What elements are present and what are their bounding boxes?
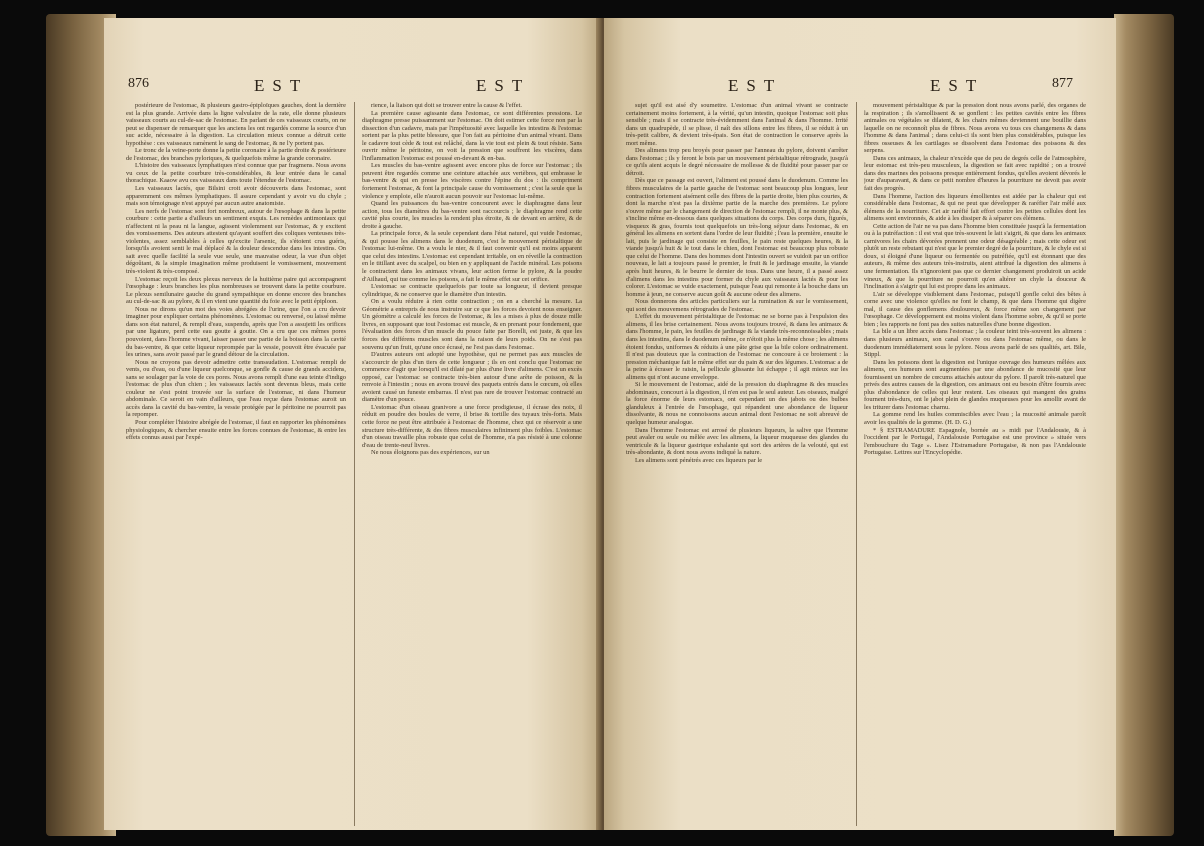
paragraph: rience, la liaison qui doit se trouver entre la cause & l'effet. bbox=[371, 102, 522, 109]
paragraph: Les vaisseaux lactés, que Bilsini croit avoir découverts dans l'estomac, sont apparemment ces mêmes lymphatiques. Il assure cependant y avoir vu du chyle ; mais son témoignage n'est appuyé par aucun autre anatomiste. bbox=[126, 185, 346, 208]
text-column-right bbox=[864, 102, 1086, 830]
paragraph: Ne nous éloignons pas des expériences, sur un bbox=[371, 449, 490, 457]
paragraph: Les alimens sont pénétrés avec ces liqueurs par le bbox=[635, 456, 763, 464]
paragraph: Nous ne dirons qu'un mot des voies abrégées de l'urine, que l'on a cru devoir imaginer pour expliquer certains phénomènes. L'estomac ou renversé, ou laissé même dans son état naturel, & rempli d'eau, suspendu, après que l'on a assujetti les orifices par une ligature, perd cette eau goutte à goutte. On a cru que ces mêmes pores pouvoient, dans l'homme vivant, laisser passer une partie de la boisson dans la cavité du bas-ventre, & que cette liqueur reprompée par la vessie, pouvoit être évacuée par les urines, sans avoir passé par le grand détour de la circulation. bbox=[126, 305, 346, 359]
paragraph: L'estomac d'un oiseau granivore a une force prodigieuse, il écrase des noix, il réduit en poudre des boules de verre, il brise & tortille des tuyaux très-forts. Mais cette force ne peut être attribuée à l'estomac de l'homme, chez qui ce réservoir a une structure très-différente, & des fibres musculaires infiniment plus foibles. L'estomac d'un oiseau travaille plus robuste que celui de l'homme, n'a pas résisté à une colonne d'eau de trente-neuf livres. bbox=[362, 403, 582, 449]
page-number: 877 bbox=[1052, 76, 1073, 91]
left-page bbox=[104, 18, 602, 830]
paragraph: On a voulu réduire à rien cette contraction ; on en a cherché la mesure. La Géométrie a entrepris de nous instruire sur ce que les forces devoient nous enseigner. Un géomètre a calculé les forces de l'estomac, & les a mises à plus de douze mille livres, en supposant que tout l'estomac est muscle, & en prenant pour fondement, que l'évaluation des forces d'un muscle du pouce faite par Borelli, est juste, & que les forces des différens muscles sont dans la raison de leurs poids. On ne s'est pas souvenu qu'un fruit, qu'une once écrasé, ne l'est pas dans l'estomac. bbox=[362, 298, 582, 351]
paragraph: Nous donnerons des articles particuliers sur la rumination & sur le vomissement, qui sont des mouvemens rétrogrades de l'estomac. bbox=[626, 298, 848, 313]
column-rule bbox=[856, 102, 857, 826]
paragraph: Dans l'homme l'estomac est arrosé de plusieurs liqueurs, la salive que l'homme peut avaler ou seule ou mêlée avec les alimens, la liqueur muqueuse des glandes du ventricule & la liqueur gastrique exhalante qui sort des artères de la velouté, qui est très-abondante, & dont nous avons indiqué la nature. bbox=[626, 426, 848, 457]
right-page bbox=[604, 18, 1116, 830]
paragraph: Quand les puissances du bas-ventre concourent avec le diaphragme dans leur action, tous les diamètres du bas-ventre sont raccourcis ; le diaphragme rend cette cavité plus courte, les muscles la rendent plus étroite, & de devant en arrière, & de droite à gauche. bbox=[362, 200, 582, 230]
paragraph: La première cause agissante dans l'estomac, ce sont différentes pressions. Le diaphragme presse puissamment sur l'estomac. On doit estimer cette force non par la dissection d'un cadavre, mais par l'impétuosité avec laquelle les intestins & l'estomac sortent par la plus petite blessure, que l'on fait au péritoine d'un animal vivant. Dans le cadavre tout cède & tout est relâché, dans la vie tout est plein & tout résiste. Sans ouvrir même le péritoine, on voit la pression que souffrent les viscères, dans l'inflammation l'estomac est poussé en-devant & en-bas. bbox=[362, 109, 582, 162]
paragraph: La gomme rend les huiles commiscibles avec l'eau ; la mucosité animale paroît avoir les qualités de la gomme. (H. D. G.) bbox=[864, 411, 1086, 426]
paragraph: L'estomac se contracte quelquefois par toute sa longueur, il devient presque cylindrique, & ne conserve que le diamètre d'un intestin. bbox=[362, 283, 582, 298]
running-head: EST bbox=[728, 76, 783, 95]
paragraph: La principale force, & la seule cependant dans l'état naturel, qui vuide l'estomac, & qui pousse les alimens dans le duodenum, c'est le mouvement péristaltique de l'estomac lui-même. On a voulu le nier, & il faut convenir qu'il est moins apparent que celui des intestins. L'estomac est cependant irritable, on en réveille la contraction en le titillant avec du scalpel, ou bien en y appliquant de l'acide minéral. Les poisons le contractent dans les animaux vivans, leur action ferme le pylore, & la poudre d'Ailhaud, qui tue comme les poisons, a fait le même effet sur cet orifice. bbox=[362, 230, 582, 283]
paragraph: mouvement péristaltique & par la pression dont nous avons parlé, des organes de la respiration ; ils s'amollissent & se gonflent : les petites cavités entre les fibres animales ou végétales se dilatent, & les chairs mêmes deviennent une bouillie dans laquelle on ne reconnoît plus de fibres. Nous avons vu tous ces changemens & dans l'homme & dans l'animal ; dans celui-ci ils sont bien plus considérables, puisque les fibres osseuses & les cartilages se dissolvent dans l'estomac des poissons & des serpens. bbox=[864, 102, 1086, 155]
paragraph: Dans les poissons dont la digestion est l'unique ouvrage des humeurs mêlées aux alimens, ces humeurs sont augmentées par une abondance de mucosité que leur fournissent un nombre de cœcums attachés autour du pylore. Il paroît très-naturel que privés des autres causes de la digestion, ces animaux ont eu besoin d'être fournis avec plus d'abondance de celles qui leur restent. Les oiseaux qui mangent des grains fournent très-durs, ont le jabot plein de glandes muqueuses pour les amollir avant de les triturer dans l'estomac charnu. bbox=[864, 358, 1086, 411]
text-column-right bbox=[362, 102, 582, 830]
paragraph: L'effet du mouvement péristaltique de l'estomac ne se borne pas à l'expulsion des alimens, il les brise certainement. Nous avons toujours trouvé, & dans les animaux & dans l'homme, le pain, les feuilles de jardinage & la viande très-reconnoissables ; mais dans les intestins, dans le duodenum même, ce n'étoit plus la même chose ; les alimens étoient fondus, uniformes & réduits à une pâte grise que la bile colore ordinairement. Il n'est pas douteux que la contraction de l'estomac ne concoure à ce broiement : la pression méchanique fait le même effet sur du pain & sur des légumes. L'estomac a de la peine à écraser le raisin, la pellicule glissante lui échappe ; il agit mieux sur les alimens qui n'ont aucune enveloppe. bbox=[626, 313, 848, 381]
column-rule bbox=[354, 102, 355, 826]
running-head: EST bbox=[254, 76, 309, 95]
paragraph: Nous ne croyons pas devoir admettre cette transsudation. L'estomac rempli de vents, ou d'eau, ou d'une liqueur quelconque, se gonfle & cause de grands accidens, sans se soulager par la voie de ces pores. Nous avons rempli d'une eau teinte d'indigo l'estomac de plus d'un chien ; les vaisseaux lactés sont devenus bleus, mais cette couleur ne s'est point trouvée sur la surface de l'estomac, ni dans l'humeur abdominale. Ce seroit en vain d'ailleurs, que l'eau reçue dans l'estomac auroit un accès dans la cavité du bas-ventre, la vessie protégée par le péritoine ne pourroit pas la repomper. bbox=[126, 358, 346, 419]
paragraph: Pour compléter l'histoire abrégée de l'estomac, il faut en rapporter les phénomènes physiologiques, & chercher ensuite entre les forces connues de l'estomac, & entre les effets connus aussi par l'expé- bbox=[126, 418, 346, 442]
text-column-left bbox=[626, 102, 848, 830]
paragraph: Le tronc de la veine-porte donne la petite coronaire à la partie droite & postérieure de l'estomac, des branches pyloriques, & quelquefois même la grande coronaire. bbox=[126, 147, 346, 162]
paragraph: Les nerfs de l'estomac sont fort nombreux, autour de l'œsophage & dans la petite courbure : cette partie a d'ailleurs un sentiment exquis. Les remèdes antimoniaux qui n'affectent ni la peau ni la langue, agissent violemment sur l'estomac, & y excitent des vomissemens. Des auteurs attestent qu'ayant souffert des coliques venteuses très-violentes, assez semblables à celles qu'excite l'arsenic, ils s'étoient crus guéris, lorsqu'ils avoient senti le mal déplacé & la douleur descendue dans les intestins. On sait avec quelle facilité la seule vue seule, une mauvaise odeur, la vue d'un objet dégoûtant, & la simple imagination même produisent le vomissement, mouvement très-violent & très-composé. bbox=[126, 207, 346, 276]
paragraph: Les muscles du bas-ventre agissent avec encore plus de force sur l'estomac ; ils peuvent être regardés comme une ceinture attachée aux vertèbres, qui embrasse le bas-ventre & qui en presse les viscères contre l'épine du dos : ils compriment fortement l'estomac, & font la principale cause du vomissement ; c'est la seule que la violence y emploie, elle n'auroit aucun pouvoir sur l'estomac lui-même. bbox=[362, 162, 582, 200]
paragraph: Si le mouvement de l'estomac, aidé de la pression du diaphragme & des muscles abdominaux, concourt à la digestion, il n'en est pas le seul auteur. Les oiseaux, malgré la force énorme de leurs estomacs, ont cependant un des jabots ou des bulbes glanduleux à l'entrée de l'œsophage, qui répandent une abondance de liqueur dissolvante, & nous ne connoissons aucun animal dont l'estomac ne soit abreuvé de quelque humeur analogue. bbox=[626, 381, 848, 426]
running-head: EST bbox=[930, 76, 985, 95]
paragraph: Dès que ce passage est ouvert, l'aliment est poussé dans le duodenum. Comme les fibres musculaires de la partie gauche de l'estomac sont beaucoup plus longues, leur contraction fortement aisément celle des fibres de la partie droite, bien plus courtes, & dont la marche n'est pas la dixième partie de la marche des premières. Le pylore s'ouvre même par le changement de direction de l'estomac rempli, il ne monte plus, & s'incline même en-dessous dans quelques situations du corps. Des corps durs, figurés, visqueux & gras, fournis tout quelquefois un très-long séjour dans l'estomac, & en général les alimens en sortent dans l'ordre de leur fluidité ; l'eau la première, ensuite le lait, puis le jardinage qui consiste en feuilles, le pain reste quelques heures, & la viande jusqu'à huit & le tout dans le chien, dont l'estomac est beaucoup plus robuste que celui de l'homme. Dans des hommes dont l'intestin ouvert se vuidoit par un orifice nouveau, le lait a toujours passé le premier, le fruit & le jardinage ensuite, la viande après huit heures, & le beurre le dernier de tous. Dans une heure, il a passé assez d'alimens dans les intestins pour former du chyle aux vaisseaux lactés & pour les colorer. L'estomac se vuide exactement, puisque l'eau qui remonte à la bouche dans un homme à jeun, ne conserve aucun goût & aucune odeur des alimens. bbox=[626, 177, 848, 298]
paragraph: Dans l'homme, l'action des liqueurs émollientes est aidée par la chaleur qui est considérable dans l'estomac, & qui ne peut que développer & raréfier l'air mêlé aux élémens de la nourriture. Cet air raréfié fait effort contre les petites cellules dont les alimens sont environnés, & aide à les dissiper & à séparer ces élémens. bbox=[864, 192, 1086, 223]
paragraph: * § ESTRAMADURE Espagnole, bornée au » midi par l'Andalousie, & à l'occident par le Portugal, l'Andalousie Portugaise est une province » située vers l'embouchure du Tage ». Lisez l'Estramadure Portugaise, & non pas l'Andalousie Portugaise. Lettres sur l'Encyclopédie. bbox=[864, 426, 1086, 457]
paragraph: Dans ces animaux, la chaleur n'excède que de peu de degrés celle de l'atmosphère, leur estomac est très-peu musculeux, la digestion se fait avec rapidité ; on a trouvé dans des marines des poissons presque entièrement fondus, qu'elles avoient dévorés le jour d'auparavant, & dans ce petit nombre d'heures la pourriture ne devoit pas avoir fait des progrès. bbox=[864, 154, 1086, 193]
page-number: 876 bbox=[128, 76, 149, 91]
paragraph: postérieure de l'estomac, & plusieurs gastro-épiploïques gauches, dont la dernière est la plus grande. Arrivée dans la ligne valvulaire de la rate, elle donne plusieurs vaisseaux courts au cul-de-sac de l'estomac. En parlant de ces vaisseaux courts, on ne peut se dispenser de remarquer que les anciens les ont regardés comme la source d'un suc acide, nécessaire à la digestion. La circulation mieux connue a détruit cette hypothèse : ces vaisseaux ramènent le sang de l'estomac, & ne l'y portent pas. bbox=[126, 102, 346, 147]
running-head: EST bbox=[476, 76, 531, 95]
paragraph: L'air se développe visiblement dans l'estomac, puisqu'il gonfle celui des bêtes à corne avec une violence qu'elles ne font le champ, & que dans l'homme qui digère mal, il cause des gonflemens douloureux, & force même son changement par l'œsophage. Ce développement est moins violent dans l'homme sobre, & qu'il se porte bien ; les rapports ne font pas des suites naturelles d'une bonne digestion. bbox=[864, 290, 1086, 328]
paragraph: La bile a un libre accès dans l'estomac ; la couleur teint très-souvent les alimens : dans plusieurs animaux, son canal s'ouvre ou dans l'estomac même, ou dans le duodenum immédiatement sous le pylore. Nous avons parlé de ses qualités, art. Bile, Stippl. bbox=[864, 328, 1086, 359]
book-right-edge bbox=[1114, 14, 1174, 836]
paragraph: Cette action de l'air ne va pas dans l'homme bien constituée jusqu'à la fermentation ou à la putréfaction : il est vrai que très-souvent le lait s'aigrit, & que dans les animaux carnivores les chairs dévorées prennent une odeur désagréable ; mais cette odeur est plutôt un reste rebutant qui n'est que le premier degré de la pourriture, & le chyle est si doux, si éloigné d'une liqueur ou fermentée ou putréfiée, qu'il est étonnant que des auteurs, & même des auteurs très-instruits, aient attribué la digestion des alimens à une fermentation. Ils n'ignoroient pas que ce dernier changement produiroit un acide vineux, & que la pourriture ne pourroit qu'en altérer un chyle la douceur & l'inclination à s'aigrir qui lui est propre dans les animaux. bbox=[864, 222, 1086, 291]
paragraph: Des alimens trop peu broyés pour passer par l'anneau du pylore, doivent s'arrêter dans l'estomac ; ils y feront le bois par un mouvement péristaltique rétrograde, jusqu'à ce qu'ils aient acquis le degré nécessaire de mollesse & de fluidité pour passer par ce détroit. bbox=[626, 147, 848, 177]
paragraph: L'estomac reçoit les deux plexus nerveux de la huitième paire qui accompagnent l'œsophage : leurs branches les plus nombreuses se trouvent dans la petite courbure. Le plexus semilunaire gauche du grand sympathique en donne encore des branches au cul-de-sac & au pylore, & il en vient une quantité du foie avec le petit épiploon. bbox=[126, 275, 346, 306]
paragraph: D'autres auteurs ont adopté une hypothèse, qui ne permet pas aux muscles de s'accourcir de plus d'un tiers de cette longueur ; ils en ont conclu que l'estomac ne commence d'agir que lorsqu'il est dilaté par plus d'une livre d'alimens. C'est un excès opposé, car l'estomac se contracte très-bien autour d'une arête de poisson, & la renvoie à l'intestin ; nous en avons trouvé des paquets entrés dans le cœcum, où elles avoient causé un funeste embarras. Il n'est pas rare de trouver l'estomac contracté au diamètre d'un pouce. bbox=[362, 351, 582, 404]
text-column-left bbox=[126, 102, 346, 830]
paragraph: sujet qu'il est aisé d'y soumettre. L'estomac d'un animal vivant se contracte certainement moins fortement, à la vérité, qu'un intestin, quoique l'estomac soit plus sensible ; mais il se contracte très-évidemment dans l'animal & dans l'homme. Irrité dans un quadrupède, il se plisse, il naît des sillons entre les fibres, il se réduit à un très-petit calibre, & devient très-épais. Son état de contraction le conserve après la mort même. bbox=[626, 102, 848, 147]
paragraph: L'histoire des vaisseaux lymphatiques n'est connue que par fragmens. Nous avons vu ceux de la petite courbure très-considérables, & leur entrée dans le canal thorachique. Kaaow avu ces vaisseaux dans toute l'étendue de l'estomac. bbox=[126, 162, 346, 185]
